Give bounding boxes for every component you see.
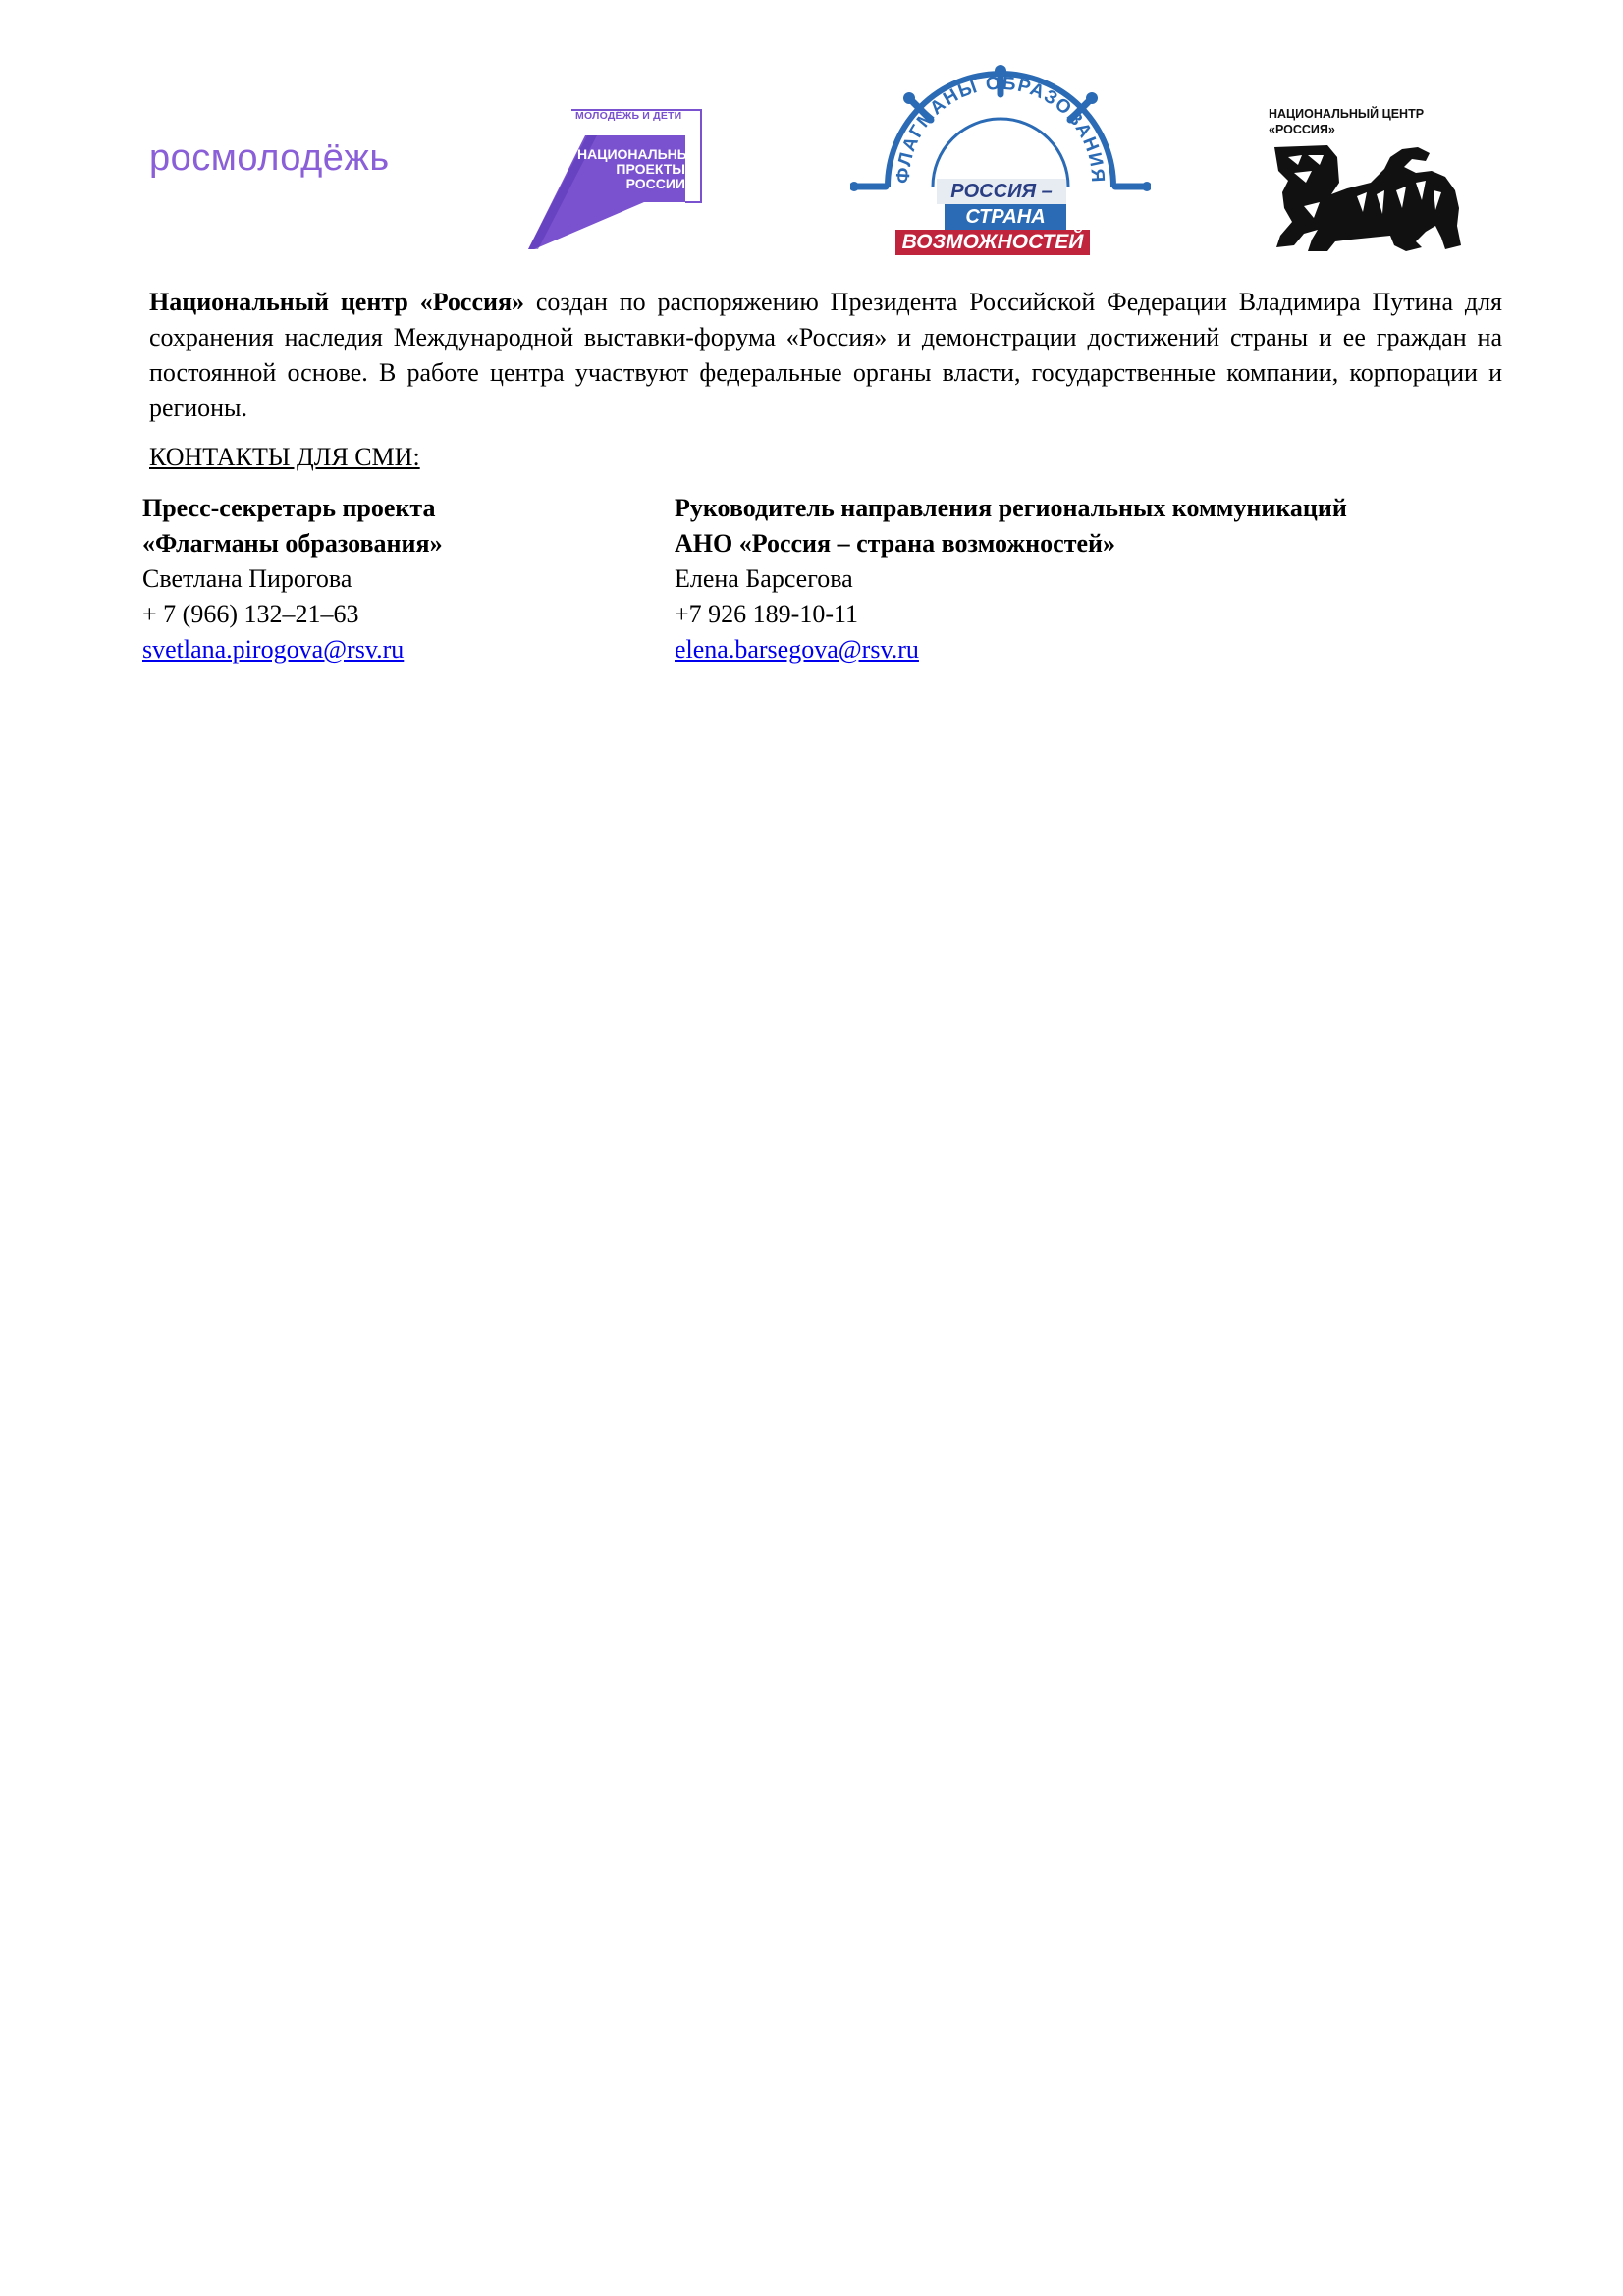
flagmany-badge-opportunities: ВОЗМОЖНОСТЕЙ <box>895 230 1090 255</box>
contact-right <box>675 491 1558 667</box>
svg-text:ФЛАГМАНЫ ОБРАЗОВАНИЯ <box>893 74 1109 185</box>
national-projects-top-text: МОЛОДЁЖЬ И ДЕТИ <box>575 110 682 122</box>
tiger-icon <box>1269 143 1463 253</box>
contact-left-title-line1: Пресс-секретарь проекта <box>142 494 436 522</box>
contact-left-email-link[interactable]: svetlana.pirogova@rsv.ru <box>142 635 405 664</box>
contacts-heading: КОНТАКТЫ ДЛЯ СМИ: <box>149 443 420 471</box>
intro-bold-lead: Национальный центр «Россия» <box>149 288 525 316</box>
contact-left-name: Светлана Пирогова <box>142 564 352 593</box>
flagmany-badge-russia: РОССИЯ – <box>937 179 1066 204</box>
rosmolodezh-logo: росмолодёжь <box>149 137 390 179</box>
flagmany-badge-country: СТРАНА <box>945 204 1066 230</box>
contact-left <box>142 491 633 667</box>
contact-right-name: Елена Барсегова <box>675 564 853 593</box>
national-center-logo <box>1269 106 1463 253</box>
flagmany-arc-text: ФЛАГМАНЫ ОБРАЗОВАНИЯ <box>893 73 1109 185</box>
national-projects-logo <box>528 106 703 249</box>
intro-paragraph <box>149 285 1502 426</box>
flagmany-logo <box>850 65 1151 253</box>
contact-left-phone: + 7 (966) 132–21–63 <box>142 600 359 628</box>
contact-right-email-link[interactable]: elena.barsegova@rsv.ru <box>675 635 919 664</box>
national-center-text: НАЦИОНАЛЬНЫЙ ЦЕНТР «РОССИЯ» <box>1269 107 1425 136</box>
contact-right-phone: +7 926 189-10-11 <box>675 600 859 628</box>
intro-text: создан по распоряжению Президента Российской Федерации Владимира Путина для сохранения наследия Международной выставки-форума «Россия» и демонстрации достижений страны и ее граждан на постоянной основе. В работе центра участвуют федеральные органы власти, государственные компании, корпорации и регионы. <box>149 288 1502 422</box>
contact-right-title-line1: Руководитель направления региональных коммуникаций <box>675 494 1347 522</box>
contact-right-title-line2: АНО «Россия – страна возможностей» <box>675 529 1115 558</box>
contact-left-title-line2: «Флагманы образования» <box>142 529 443 558</box>
logo-row <box>0 0 1623 265</box>
national-projects-main-text: НАЦИОНАЛЬНЫЕ ПРОЕКТЫ РОССИИ <box>577 146 700 191</box>
